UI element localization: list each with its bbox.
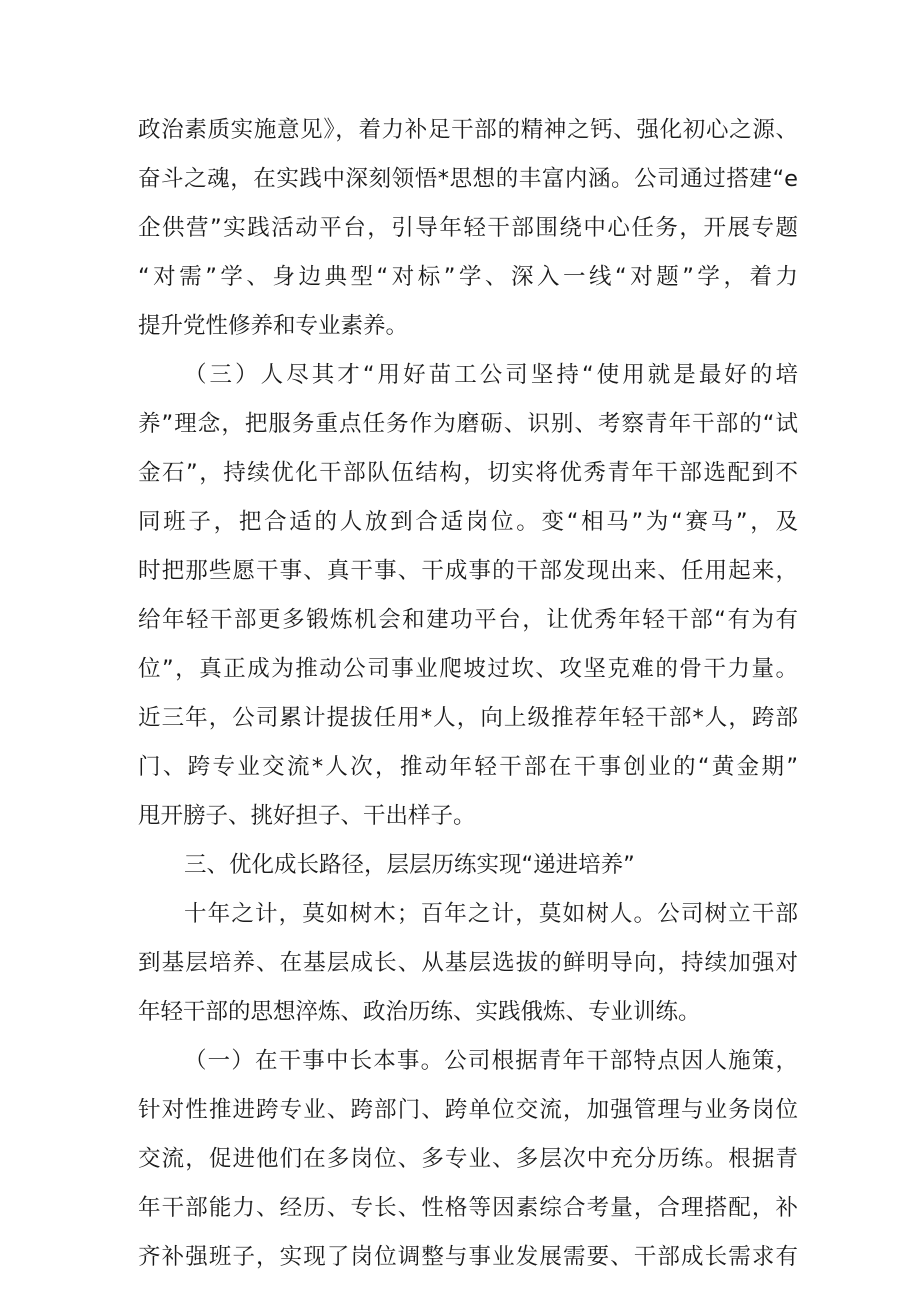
section-heading: 三、优化成长路径，层层历练实现“递进培养” <box>184 852 635 878</box>
text-line: 企供营”实践活动平台，引导年轻干部围绕中心任务，开展专题 <box>138 215 798 241</box>
text-line: 近三年，公司累计提拔任用*人，向上级推荐年轻干部*人，跨部 <box>138 705 798 731</box>
text-line: 给年轻干部更多锻炼机会和建功平台，让优秀年轻干部“有为有 <box>138 607 798 633</box>
text-line: 奋斗之魂，在实践中深刻领悟*思想的丰富内涵。公司通过搭建“e <box>138 166 798 192</box>
text-line: 针对性推进跨专业、跨部门、跨单位交流，加强管理与业务岗位 <box>138 1097 798 1123</box>
text-line: 甩开膀子、挑好担子、干出样子。 <box>138 803 476 829</box>
text-line: 提升党性修养和专业素养。 <box>138 313 409 339</box>
text-line: 交流，促进他们在多岗位、多专业、多层次中充分历练。根据青 <box>138 1146 798 1172</box>
text-line: “对需”学、身边典型“对标”学、深入一线“对题”学，着力 <box>138 264 798 290</box>
text-line: 同班子，把合适的人放到合适岗位。变“相马”为“赛马”，及 <box>138 509 798 535</box>
text-line: 金石”，持续优化干部队伍结构，切实将优秀青年干部选配到不 <box>138 460 798 486</box>
section-subheading-line: （三）人尽其才“用好苗工公司坚持“使用就是最好的培 <box>184 362 798 388</box>
text-line: 年干部能力、经历、专长、性格等因素综合考量，合理搭配，补 <box>138 1195 798 1221</box>
text-line: 齐补强班子，实现了岗位调整与事业发展需要、干部成长需求有 <box>138 1244 798 1270</box>
text-line: 十年之计，莫如树木；百年之计，莫如树人。公司树立干部 <box>184 901 798 927</box>
section-subheading-line: （一）在干事中长本事。公司根据青年干部特点因人施策， <box>184 1048 798 1074</box>
text-line: 门、跨专业交流*人次，推动年轻干部在干事创业的“黄金期” <box>138 754 798 780</box>
text-line: 位”，真正成为推动公司事业爬坡过坎、攻坚克难的骨干力量。 <box>138 656 798 682</box>
text-line: 政治素质实施意见》，着力补足干部的精神之钙、强化初心之源、 <box>138 117 798 143</box>
text-line: 养”理念，把服务重点任务作为磨砺、识别、考察青年干部的“试 <box>138 411 798 437</box>
text-line: 到基层培养、在基层成长、从基层选拔的鲜明导向，持续加强对 <box>138 950 798 976</box>
text-line: 年轻干部的思想淬炼、政治历练、实践俄炼、专业训练。 <box>138 999 701 1025</box>
text-line: 时把那些愿干事、真干事、干成事的干部发现出来、任用起来， <box>138 558 798 584</box>
